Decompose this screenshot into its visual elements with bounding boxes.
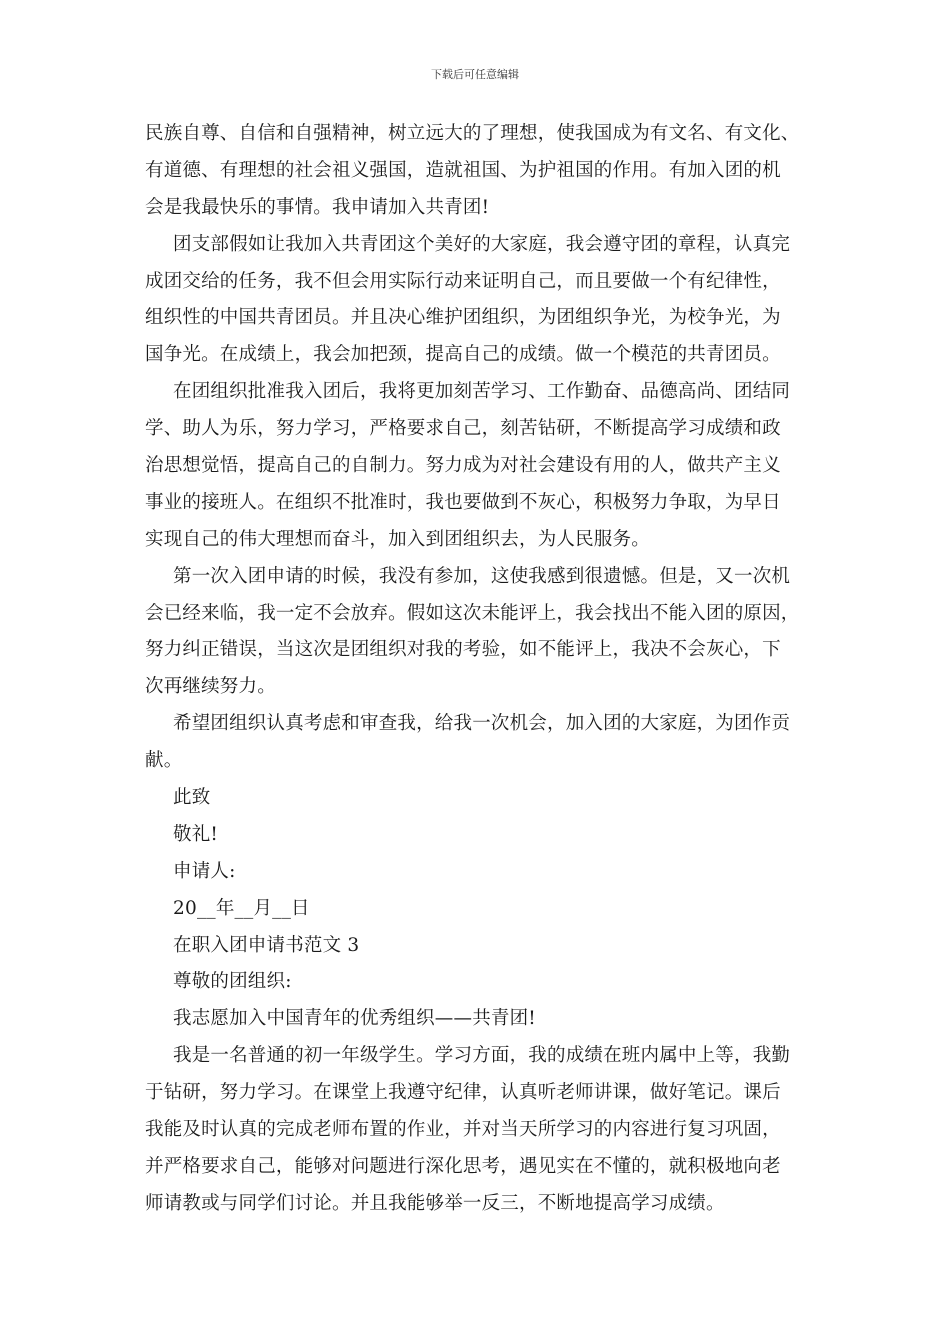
text-line: 希望团组织认真考虑和审查我，给我一次机会，加入团的大家庭，为团作贡 — [173, 713, 791, 735]
text-line: 师请教或与同学们讨论。并且我能够举一反三，不断地提高学习成绩。 — [145, 1192, 725, 1214]
text-line: 并严格要求自己，能够对问题进行深化思考，遇见实在不懂的，就积极地向老 — [145, 1155, 781, 1177]
text-line: 此致 — [173, 787, 211, 809]
text-line: 努力纠正错误，当这次是团组织对我的考验，如不能评上，我决不会灰心，下 — [145, 639, 781, 661]
text-line: 学、助人为乐，努力学习，严格要求自己，刻苦钻研，不断提高学习成绩和政 — [145, 418, 781, 440]
text-line: 于钻研，努力学习。在课堂上我遵守纪律，认真听老师讲课，做好笔记。课后 — [145, 1082, 781, 1104]
text-line: 国争光。在成绩上，我会加把颈，提高自己的成绩。做一个模范的共青团员。 — [145, 344, 781, 366]
text-line: 次再继续努力。 — [145, 676, 276, 698]
text-line: 尊敬的团组织: — [173, 971, 292, 993]
text-line: 实现自己的伟大理想而奋斗，加入到团组织去，为人民服务。 — [145, 528, 650, 550]
text-line: 事业的接班人。在组织不批准时，我也要做到不灰心，积极努力争取，为早日 — [145, 491, 781, 513]
page-header: 下载后可任意编辑 — [431, 68, 519, 81]
text-line: 我能及时认真的完成老师布置的作业，并对当天所学习的内容进行复习巩固， — [145, 1119, 781, 1141]
text-line: 献。 — [145, 750, 183, 772]
text-line: 20__年__月__日 — [173, 897, 310, 919]
document-body — [145, 116, 809, 1223]
text-line: 我志愿加入中国青年的优秀组织——共青团! — [173, 1008, 536, 1030]
text-line: 会已经来临，我一定不会放弃。假如这次未能评上，我会找出不能入团的原因， — [145, 602, 800, 624]
text-line: 治思想觉悟，提高自己的自制力。努力成为对社会建设有用的人，做共产主义 — [145, 455, 781, 477]
text-line: 我是一名普通的初一年级学生。学习方面，我的成绩在班内属中上等，我勤 — [173, 1045, 791, 1067]
text-line: 第一次入团申请的时候，我没有参加，这使我感到很遗憾。但是，又一次机 — [173, 565, 791, 587]
text-line: 组织性的中国共青团员。并且决心维护团组织，为团组织争光，为校争光，为 — [145, 307, 781, 329]
text-line: 在团组织批准我入团后，我将更加刻苦学习、工作勤奋、品德高尚、团结同 — [173, 381, 791, 403]
text-line: 敬礼! — [173, 823, 219, 845]
text-line: 在职入团申请书范文 3 — [173, 934, 360, 956]
text-line: 成团交给的任务，我不但会用实际行动来证明自己，而且要做一个有纪律性， — [145, 270, 781, 292]
text-line: 申请人: — [173, 860, 236, 882]
text-line: 会是我最快乐的事情。我申请加入共青团! — [145, 196, 490, 218]
text-line: 民族自尊、自信和自强精神，树立远大的了理想，使我国成为有文名、有文化、 — [145, 123, 800, 144]
text-line: 团支部假如让我加入共青团这个美好的大家庭，我会遵守团的章程，认真完 — [173, 233, 791, 255]
text-line: 有道德、有理想的社会祖义强国，造就祖国、为护祖国的作用。有加入团的机 — [145, 159, 781, 181]
